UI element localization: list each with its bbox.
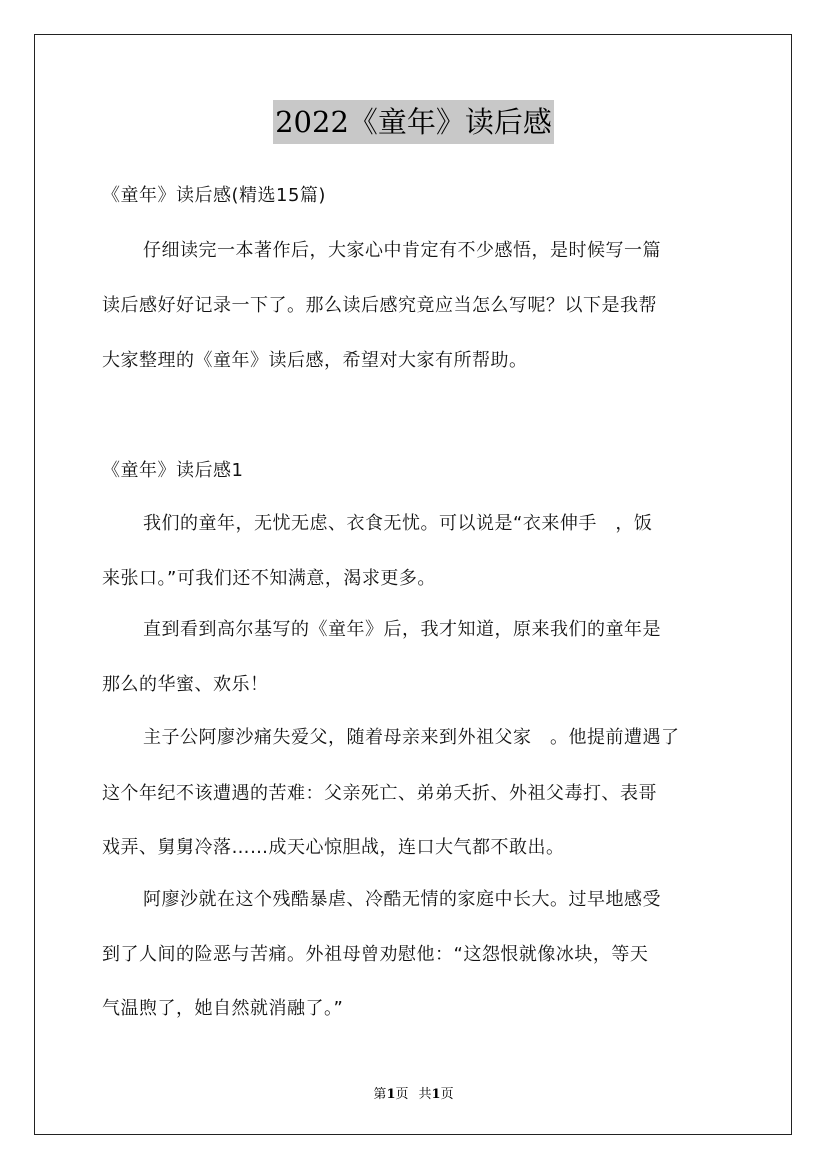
body-line: 气温煦了，她自然就消融了。” xyxy=(102,998,344,1019)
footer-total-number: 1 xyxy=(431,1087,441,1102)
page-footer xyxy=(0,1083,827,1102)
body-line: 到了人间的险恶与苦痛。外祖母曾劝慰他：“这怨恨就像冰块，等天 xyxy=(102,944,649,965)
intro-line: 大家整理的《童年》读后感，希望对大家有所帮助。 xyxy=(102,350,528,371)
footer-total-prefix: 共 xyxy=(418,1087,432,1102)
body-line: 那么的华蜜、欢乐！ xyxy=(102,674,269,695)
footer-page-number: 1 xyxy=(386,1087,396,1102)
body-line: 来张口。”可我们还不知满意，渴求更多。 xyxy=(102,568,436,589)
document-title: 2022《童年》读后感 xyxy=(273,100,554,144)
intro-line: 读后感好好记录一下了。那么读后感究竟应当怎么写呢？以下是我帮 xyxy=(102,295,657,316)
body-line: 这个年纪不该遭遇的苦难：父亲死亡、弟弟夭折、外祖父毒打、表哥 xyxy=(102,783,657,804)
body-line: 我们的童年，无忧无虑、衣食无忧。可以说是“衣来伸手 ，饭 xyxy=(143,513,653,534)
document-subtitle: 《童年》读后感(精选15篇) xyxy=(102,185,326,206)
footer-page-suffix: 页 xyxy=(395,1087,409,1102)
footer-total-suffix: 页 xyxy=(440,1087,454,1102)
body-line: 直到看到高尔基写的《童年》后，我才知道，原来我们的童年是 xyxy=(143,619,661,640)
section-heading: 《童年》读后感1 xyxy=(102,460,244,481)
body-line: 阿廖沙就在这个残酷暴虐、冷酷无情的家庭中长大。过早地感受 xyxy=(143,889,661,910)
body-line: 主子公阿廖沙痛失爱父，随着母亲来到外祖父家 。他提前遭遇了 xyxy=(143,727,680,748)
title-block xyxy=(0,100,827,144)
intro-line: 仔细读完一本著作后，大家心中肯定有不少感悟，是时候写一篇 xyxy=(143,240,661,261)
footer-page-prefix: 第 xyxy=(373,1087,387,1102)
body-line: 戏弄、舅舅冷落……成天心惊胆战，连口大气都不敢出。 xyxy=(102,837,565,858)
